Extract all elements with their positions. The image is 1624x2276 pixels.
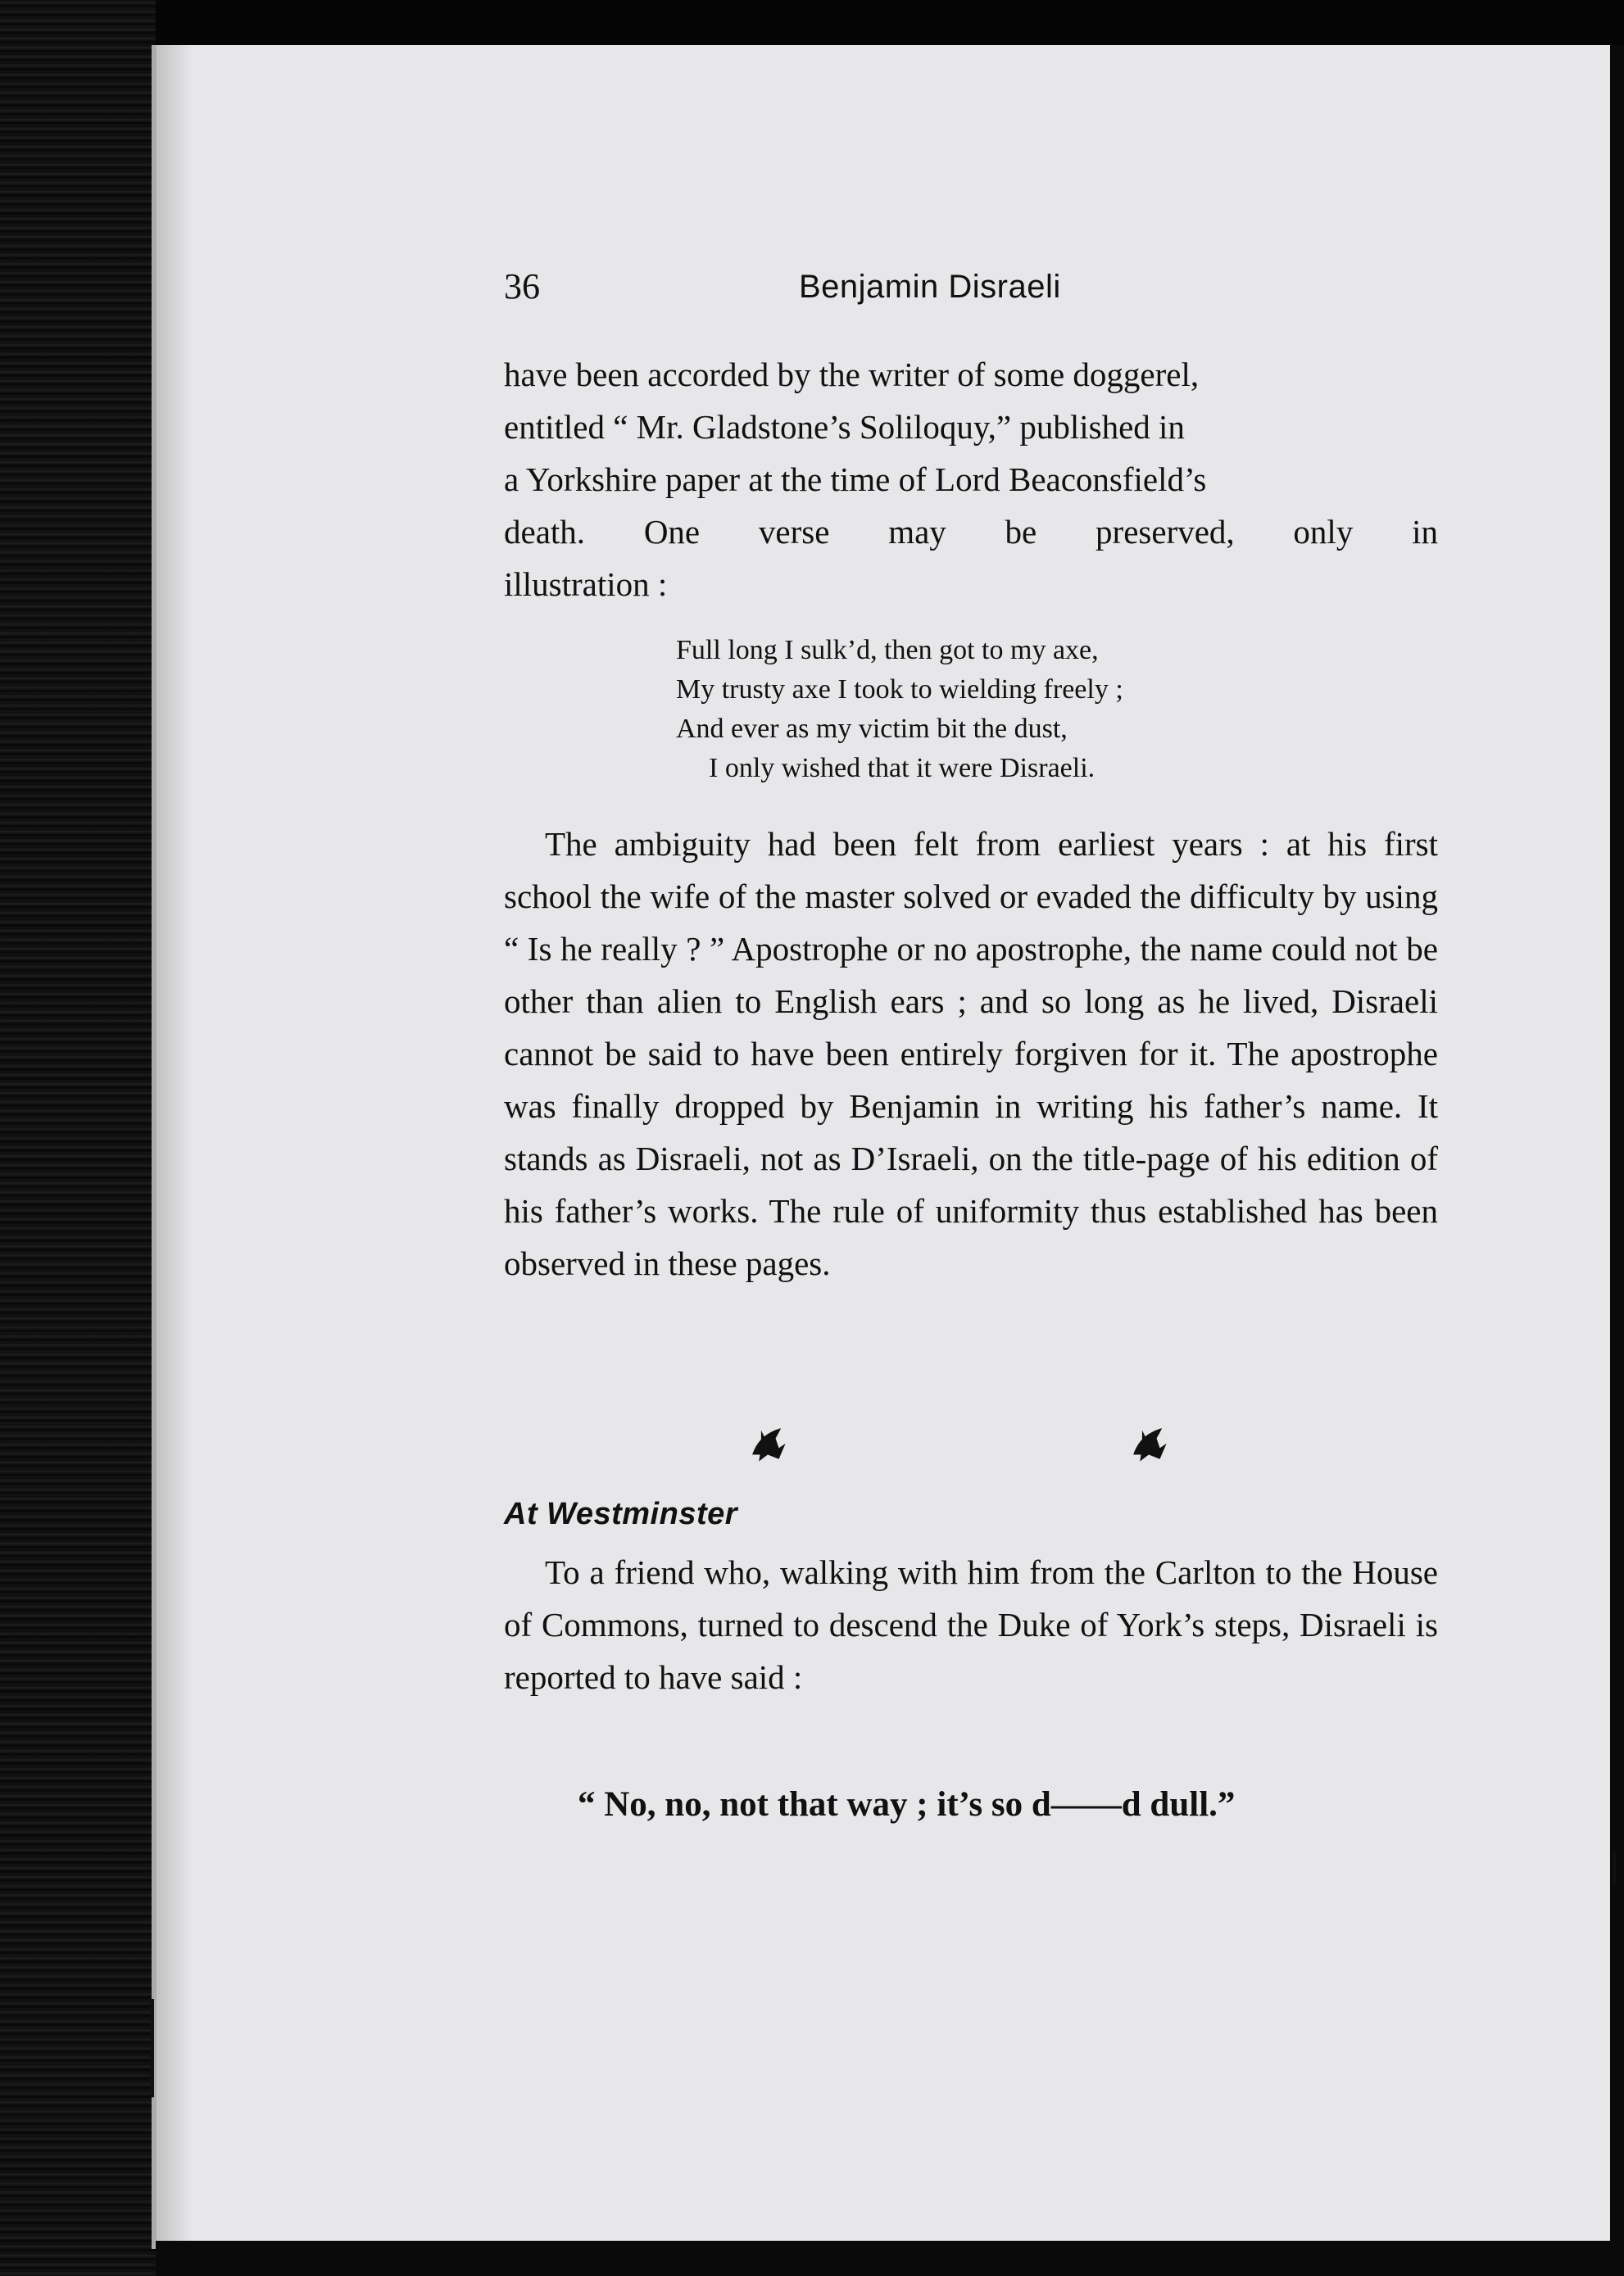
verse-line: Full long I sulk’d, then got to my axe, <box>676 635 1099 665</box>
paragraph-ambiguity: The ambiguity had been felt from earliest years : at his first school the wife of the master solved or evaded the difficulty by using “ Is he really ? ” Apostrophe or no apostrophe, the name could not be other than alien to English ears ; and so long as he lived, Disraeli cannot be said to have been entirely forgiven for it. The apostrophe was finally dropped by Benjamin in writing his father’s name. It stands as Disraeli, not as D’Israeli, on the title-page of his edition of his father’s works. The rule of uniformity thus established has been observed in these pages. <box>504 825 1438 1282</box>
text-line: illustration : <box>504 565 668 603</box>
scan-border-bottom <box>156 2241 1622 2276</box>
text-line: entitled “ Mr. Gladstone’s Soliloquy,” published in <box>504 408 1185 446</box>
page-number: 36 <box>504 266 540 306</box>
verse-quotation <box>676 631 1413 788</box>
verse-line: My trusty axe I took to wielding freely ; <box>676 674 1123 705</box>
text-line: a Yorkshire paper at the time of Lord Beaconsfield’s <box>504 460 1207 498</box>
paragraph-continued <box>504 348 1438 610</box>
scan-border-right <box>1610 45 1624 2276</box>
page-gutter-shadow <box>152 45 193 2249</box>
book-spine-edge <box>0 0 156 2276</box>
section-heading: At Westminster <box>504 1497 738 1531</box>
scan-artifact <box>1613 1852 1616 1884</box>
text-line: death. One verse may be preserved, only in <box>504 513 1438 551</box>
verse-line: I only wished that it were Disraeli. <box>709 753 1096 783</box>
leaf-ornament-icon <box>746 1421 790 1466</box>
section-divider <box>737 1421 1196 1479</box>
scan-artifact <box>151 1999 154 2097</box>
text-line: have been accorded by the writer of some doggerel, <box>504 356 1200 393</box>
running-title: Benjamin Disraeli <box>799 269 1061 305</box>
paragraph-westminster: To a friend who, walking with him from the Carlton to the House of Commons, turned to descend the Duke of York’s steps, Disraeli is reported to have said : <box>504 1553 1438 1696</box>
page-header <box>504 262 1438 328</box>
leaf-ornament-icon <box>1127 1421 1171 1466</box>
verse-line: And ever as my victim bit the dust, <box>676 714 1068 744</box>
quoted-remark: “ No, no, not that way ; it’s so d——d dull.” <box>578 1785 1236 1824</box>
